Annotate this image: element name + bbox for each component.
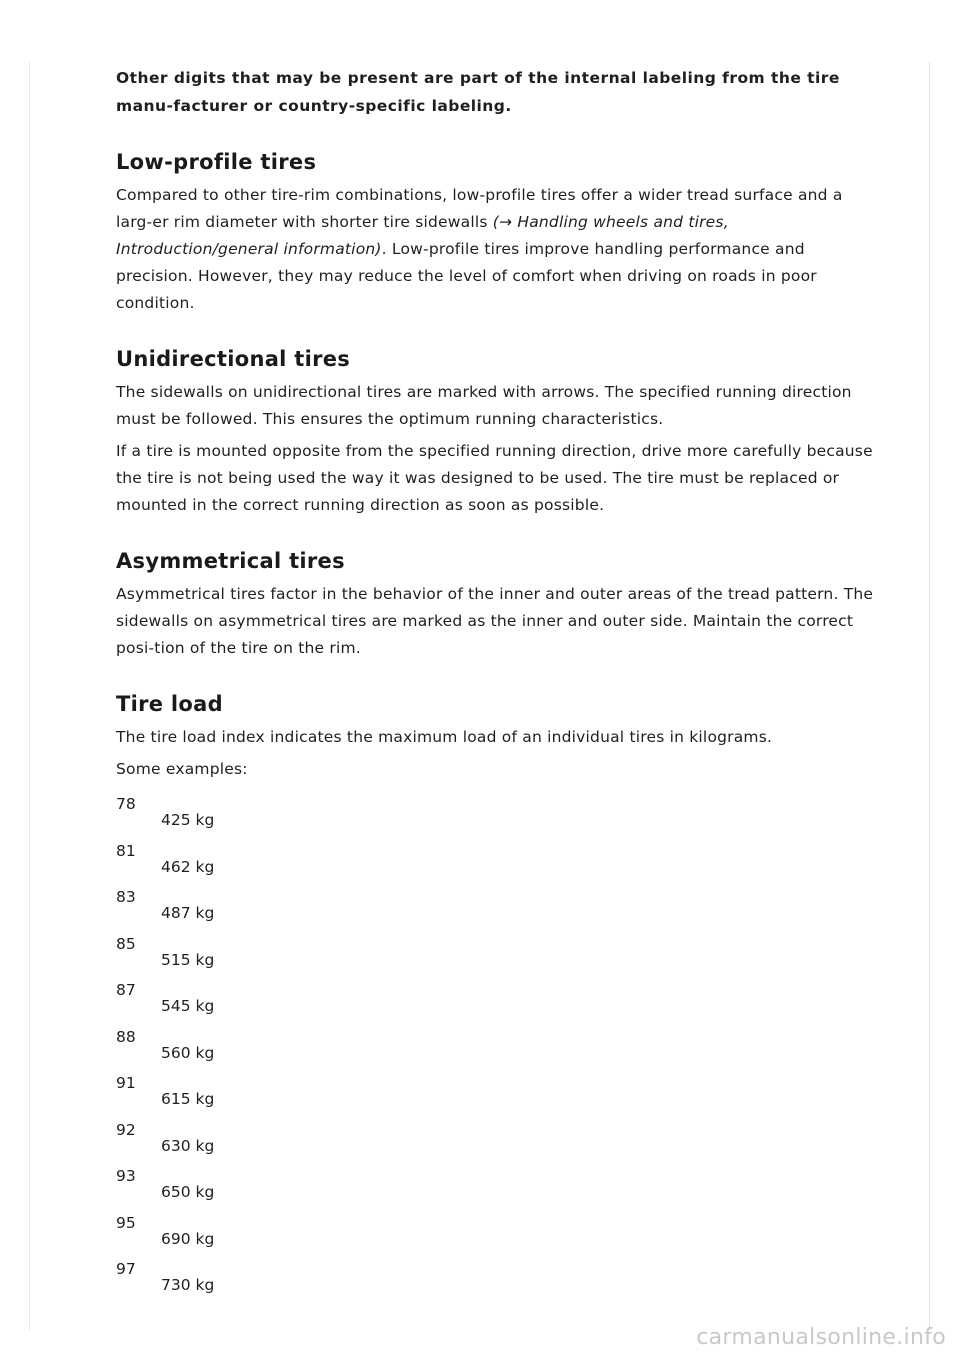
load-value: 630 kg [161, 1136, 215, 1155]
left-margin-rule [29, 62, 30, 1330]
list-item [116, 842, 876, 889]
list-item [116, 1074, 876, 1121]
section-unidirectional [116, 344, 876, 519]
section-tire-load [116, 689, 876, 1307]
load-index: 83 [116, 888, 136, 906]
asymmetrical-paragraph: Asymmetrical tires factor in the behavior of the inner and outer areas of the tread pattern. The sidewalls on asymmetrical tires are marked as the inner and outer side. Maintain the correct posi-tion of the tire on the rim. [116, 585, 874, 657]
load-index-list [116, 795, 876, 1307]
examples-label: Some examples: [116, 760, 248, 778]
load-value: 462 kg [161, 857, 215, 876]
load-value: 545 kg [161, 997, 215, 1015]
unidirectional-paragraph-2: If a tire is mounted opposite from the specified running direction, drive more carefully because the tire is not being used the way it was designed to be used. The tire must be replaced or mounted in the correct running direction as soon as possible. [116, 442, 873, 514]
load-value: 425 kg [161, 811, 215, 829]
unidirectional-heading: Unidirectional tires [116, 347, 351, 371]
section-asymmetrical [116, 546, 876, 662]
list-item [116, 1260, 876, 1307]
asymmetrical-heading: Asymmetrical tires [116, 549, 345, 573]
load-index: 92 [116, 1120, 136, 1139]
load-index: 95 [116, 1213, 136, 1232]
load-value: 560 kg [161, 1043, 215, 1062]
low-profile-text-before: Compared to other tire-rim combinations, low-profile tires offer a wider tread surface and a larg-er rim diameter with shorter tire sidewalls [116, 186, 843, 231]
list-item [116, 981, 876, 1028]
load-value: 515 kg [161, 950, 215, 969]
low-profile-text-after: . Low-profile tires improve handling performance and precision. However, they may reduce the level of comfort when driving on roads in poor condition. [116, 240, 817, 312]
load-index: 85 [116, 934, 136, 953]
load-value: 650 kg [161, 1183, 215, 1201]
low-profile-heading: Low-profile tires [116, 150, 317, 174]
unidirectional-paragraph-1: The sidewalls on unidirectional tires are marked with arrows. The specified running direction must be followed. This ensures the optimum running characteristics. [116, 383, 852, 428]
load-value: 487 kg [161, 904, 215, 922]
right-margin-rule [929, 62, 930, 1330]
list-item [116, 1028, 876, 1075]
load-index: 97 [116, 1260, 136, 1278]
load-index: 78 [116, 795, 136, 813]
low-profile-paragraph [116, 182, 876, 317]
list-item [116, 1121, 876, 1168]
section-low-profile [116, 147, 876, 317]
watermark: carmanualsonline.info [696, 1325, 946, 1350]
list-item [116, 888, 876, 935]
intro-paragraph: Other digits that may be present are part of the internal labeling from the tire manu-facturer or country-specific labeling. [116, 69, 840, 115]
load-index: 91 [116, 1074, 136, 1092]
list-item [116, 1214, 876, 1261]
manual-page [116, 64, 876, 1307]
load-value: 615 kg [161, 1090, 215, 1108]
list-item [116, 795, 876, 842]
load-value: 690 kg [161, 1229, 215, 1248]
load-index: 81 [116, 841, 136, 860]
load-index: 93 [116, 1167, 136, 1185]
load-value: 730 kg [161, 1276, 215, 1294]
list-item [116, 1167, 876, 1214]
load-index: 88 [116, 1027, 136, 1046]
cross-reference-link[interactable]: (→ Handling wheels and tires, Introduction/general information) [116, 213, 729, 258]
tire-load-heading: Tire load [116, 692, 223, 716]
load-index: 87 [116, 981, 136, 999]
list-item [116, 935, 876, 982]
tire-load-paragraph: The tire load index indicates the maximum load of an individual tires in kilograms. [116, 728, 773, 746]
